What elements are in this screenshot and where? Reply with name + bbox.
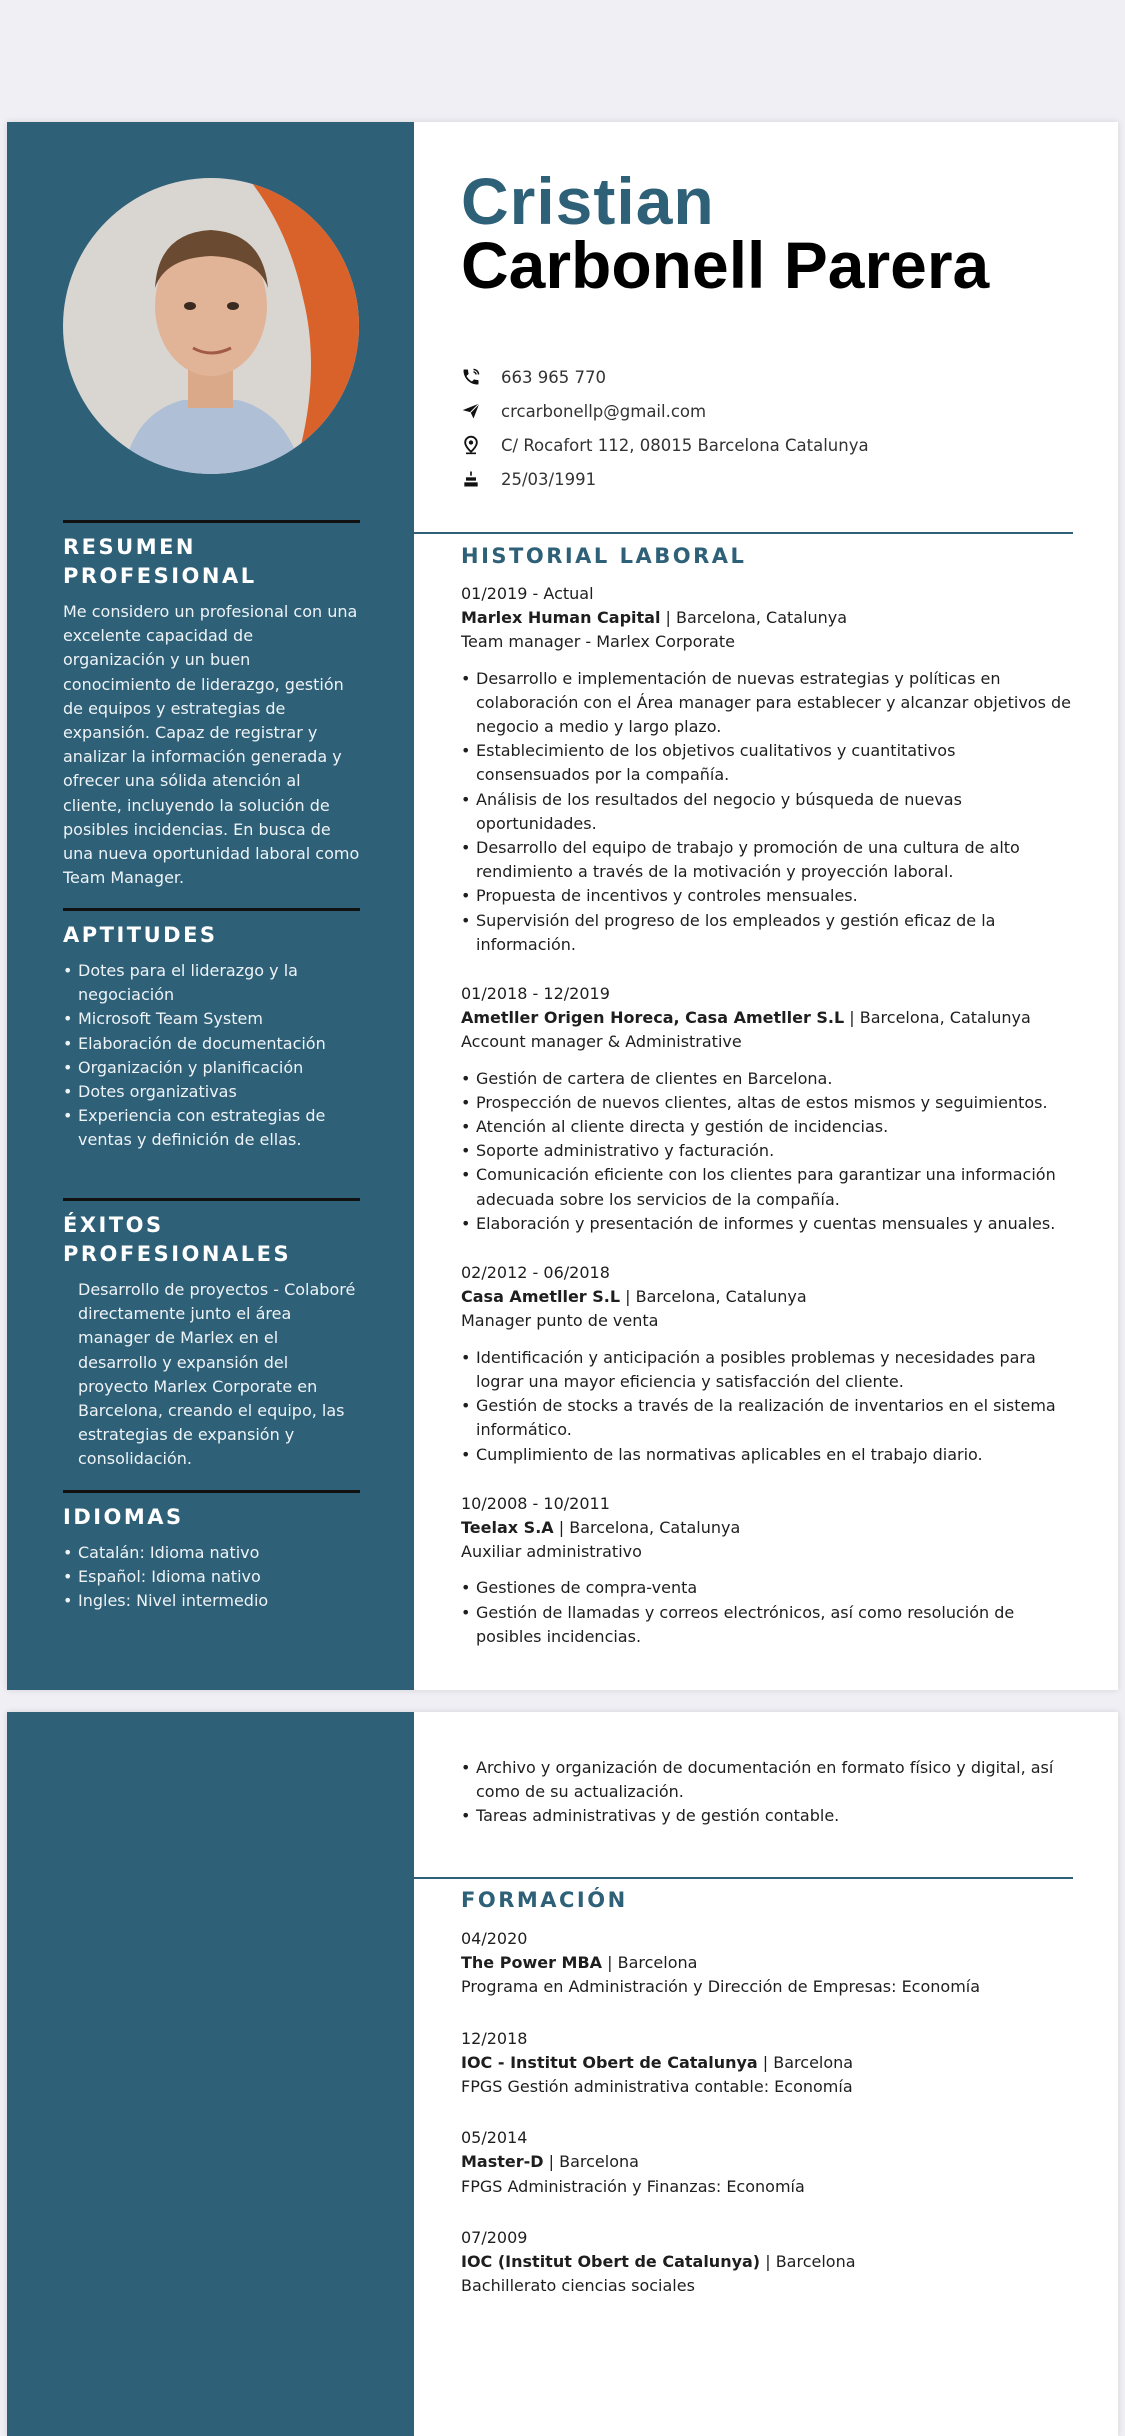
list-item: • Elaboración y presentación de informes y cuentas mensuales y anuales. — [461, 1212, 1073, 1236]
skills-divider — [63, 908, 360, 911]
job-location: | Barcelona, Catalunya — [553, 1517, 741, 1537]
education-school — [461, 2250, 1073, 2274]
skills-list — [63, 959, 360, 1153]
list-item: • Catalán: Idioma nativo — [63, 1541, 360, 1565]
job-location: | Barcelona, Catalunya — [620, 1287, 807, 1307]
list-item: • Desarrollo e implementación de nuevas estrategias y políticas en colaboración con el Área manager para establecer y alcanzar objetivos de negocio a medio y largo plazo. — [461, 667, 1073, 740]
job-dates: 10/2008 - 10/2011 — [461, 1493, 610, 1513]
phone-text[interactable]: 663 965 770 — [501, 367, 606, 387]
job-role: Account manager & Administrative — [461, 1032, 742, 1052]
education-date: 04/2020 — [461, 1929, 528, 1948]
resume-page-2 — [7, 1712, 1118, 2436]
summary-text: Me considero un profesional con una excelente capacidad de organización y un buen conocimiento de liderazgo, gestión de equipos y estrategias de expansión. Capaz de registrar y analizar la información generada y ofrecer una sólida atención al cliente, incluyendo la solución de posibles incidencias. En busca de una nueva oportunidad laboral como Team Manager. — [63, 602, 360, 888]
email-text[interactable]: crcarbonellp@gmail.com — [501, 401, 707, 421]
school-location: | Barcelona — [757, 2052, 854, 2072]
list-item: • Cumplimiento de las normativas aplicables en el trabajo diario. — [461, 1443, 1073, 1467]
last-name: Carbonell Parera — [461, 228, 990, 302]
education-program: FPGS Administración y Finanzas: Economía — [461, 2176, 805, 2196]
company-name: Teelax S.A — [461, 1517, 554, 1537]
list-item: • Ingles: Nivel intermedio — [63, 1589, 360, 1613]
job-duties — [461, 1346, 1073, 1467]
school-location: | Barcelona — [602, 1953, 698, 1973]
summary-heading: RESUMEN PROFESIONAL — [63, 535, 257, 588]
list-item: • Soporte administrativo y facturación. — [461, 1139, 1073, 1163]
education-heading: FORMACIÓN — [461, 1888, 628, 1912]
achievements-section — [63, 1198, 360, 1472]
list-item: • Microsoft Team System — [63, 1007, 360, 1031]
education-divider — [414, 1877, 1073, 1879]
school-name: IOC (Institut Obert de Catalunya) — [461, 2252, 761, 2272]
list-item: • Prospección de nuevos clientes, altas de estos mismos y seguimientos. — [461, 1091, 1073, 1115]
work-heading: HISTORIAL LABORAL — [461, 544, 747, 568]
company-name: Ametller Origen Horeca, Casa Ametller S.L — [461, 1008, 845, 1028]
education-entry — [461, 2027, 1073, 2100]
school-name: The Power MBA — [461, 1953, 603, 1973]
first-name: Cristian — [461, 164, 715, 238]
job-duties — [461, 1576, 1073, 1649]
education-school — [461, 1951, 1073, 1975]
job-location: | Barcelona, Catalunya — [844, 1008, 1031, 1028]
education-program: Bachillerato ciencias sociales — [461, 2276, 695, 2296]
sidebar — [7, 1712, 414, 2436]
education-entry — [461, 2226, 1073, 2299]
list-item: • Español: Idioma nativo — [63, 1565, 360, 1589]
skills-heading: APTITUDES — [63, 923, 218, 947]
education-entry — [461, 2126, 1073, 2199]
achievements-text: Desarrollo de proyectos - Colaboré directamente junto el área manager de Marlex en el desarrollo y expansión del proyecto Marlex Corporate en Barcelona, creando el equipo, las estrategias de expansión y consolidación. — [78, 1280, 356, 1469]
job-dates: 01/2019 - Actual — [461, 584, 594, 603]
languages-section — [63, 1490, 360, 1614]
job-employer — [461, 1516, 1073, 1540]
send-icon — [461, 401, 481, 421]
list-item: • Supervisión del progreso de los empleados y gestión eficaz de la información. — [461, 909, 1073, 957]
contact-phone — [461, 360, 869, 394]
education-program: FPGS Gestión administrativa contable: Economía — [461, 2077, 853, 2097]
list-item: • Dotes para el liderazgo y la negociación — [63, 959, 360, 1007]
company-name: Casa Ametller S.L — [461, 1287, 621, 1307]
list-item: • Organización y planificación — [63, 1056, 360, 1080]
contact-birthdate — [461, 462, 869, 496]
job-dates: 01/2018 - 12/2019 — [461, 984, 610, 1004]
job-employer — [461, 1285, 1073, 1309]
education-school — [461, 2150, 1073, 2174]
job-role: Team manager - Marlex Corporate — [461, 632, 735, 652]
work-divider — [414, 532, 1073, 534]
contact-block — [461, 360, 869, 496]
school-location: | Barcelona — [543, 2152, 639, 2172]
list-item: • Archivo y organización de documentación en formato físico y digital, así como de su actualización. — [461, 1756, 1073, 1804]
job-employer — [461, 606, 1073, 630]
list-item: • Dotes organizativas — [63, 1080, 360, 1104]
birthdate-text: 25/03/1991 — [501, 469, 597, 489]
job-duties — [461, 1756, 1073, 1829]
job-duties — [461, 667, 1073, 957]
contact-address — [461, 428, 869, 462]
summary-section — [63, 520, 360, 890]
list-item: • Gestión de llamadas y correos electrónicos, así como resolución de posibles incidencias. — [461, 1601, 1073, 1649]
list-item: • Análisis de los resultados del negocio y búsqueda de nuevas oportunidades. — [461, 788, 1073, 836]
list-item: • Tareas administrativas y de gestión contable. — [461, 1804, 1073, 1828]
summary-divider — [63, 520, 360, 523]
job-entry — [461, 582, 1073, 957]
languages-heading: IDIOMAS — [63, 1505, 184, 1529]
job-location: | Barcelona, Catalunya — [660, 608, 848, 628]
languages-list — [63, 1541, 360, 1614]
work-history-continued — [461, 1756, 1073, 1829]
job-dates: 02/2012 - 06/2018 — [461, 1263, 610, 1283]
list-item: • Gestión de cartera de clientes en Barcelona. — [461, 1067, 1073, 1091]
company-name: Marlex Human Capital — [461, 608, 661, 628]
school-location: | Barcelona — [760, 2252, 856, 2272]
list-item: • Elaboración de documentación — [63, 1032, 360, 1056]
list-item: • Gestiones de compra-venta — [461, 1576, 1073, 1600]
phone-icon — [461, 367, 481, 387]
education-date: 05/2014 — [461, 2128, 528, 2148]
list-item: • Identificación y anticipación a posibles problemas y necesidades para lograr una mayor eficiencia y satisfacción del cliente. — [461, 1346, 1073, 1394]
address-text: C/ Rocafort 112, 08015 Barcelona Catalunya — [501, 435, 869, 455]
location-pin-icon — [461, 435, 481, 455]
resume-page-1 — [7, 122, 1118, 1690]
work-history — [461, 582, 1073, 1674]
list-item: • Establecimiento de los objetivos cualitativos y cuantitativos consensuados por la compañía. — [461, 739, 1073, 787]
job-entry — [461, 982, 1073, 1236]
languages-divider — [63, 1490, 360, 1493]
achievements-heading: ÉXITOS PROFESIONALES — [63, 1213, 292, 1266]
list-item: • Experiencia con estrategias de ventas y definición de ellas. — [63, 1104, 360, 1152]
list-item: • Atención al cliente directa y gestión de incidencias. — [461, 1115, 1073, 1139]
birthday-cake-icon — [461, 469, 481, 489]
job-entry — [461, 1261, 1073, 1467]
education-date: 07/2009 — [461, 2227, 528, 2247]
education-program: Programa en Administración y Dirección de Empresas: Economía — [461, 1977, 981, 1997]
job-role: Manager punto de venta — [461, 1311, 659, 1331]
profile-photo — [63, 178, 359, 474]
education-list — [461, 1927, 1073, 2325]
achievements-divider — [63, 1198, 360, 1201]
job-role: Auxiliar administrativo — [461, 1542, 642, 1562]
job-employer — [461, 1006, 1073, 1030]
job-duties — [461, 1067, 1073, 1236]
school-name: IOC - Institut Obert de Catalunya — [461, 2052, 758, 2072]
sidebar — [7, 122, 414, 1690]
contact-email — [461, 394, 869, 428]
list-item: • Gestión de stocks a través de la realización de inventarios en el sistema informático. — [461, 1394, 1073, 1442]
education-entry — [461, 1927, 1073, 2000]
list-item: • Desarrollo del equipo de trabajo y promoción de una cultura de alto rendimiento a través de la motivación y proyección laboral. — [461, 836, 1073, 884]
skills-section — [63, 908, 360, 1153]
education-date: 12/2018 — [461, 2028, 528, 2048]
school-name: Master-D — [461, 2152, 544, 2172]
list-item: • Comunicación eficiente con los clientes para garantizar una información adecuada sobre los servicios de la compañía. — [461, 1163, 1073, 1211]
education-school — [461, 2051, 1073, 2075]
job-entry — [461, 1492, 1073, 1649]
list-item: • Propuesta de incentivos y controles mensuales. — [461, 884, 1073, 908]
